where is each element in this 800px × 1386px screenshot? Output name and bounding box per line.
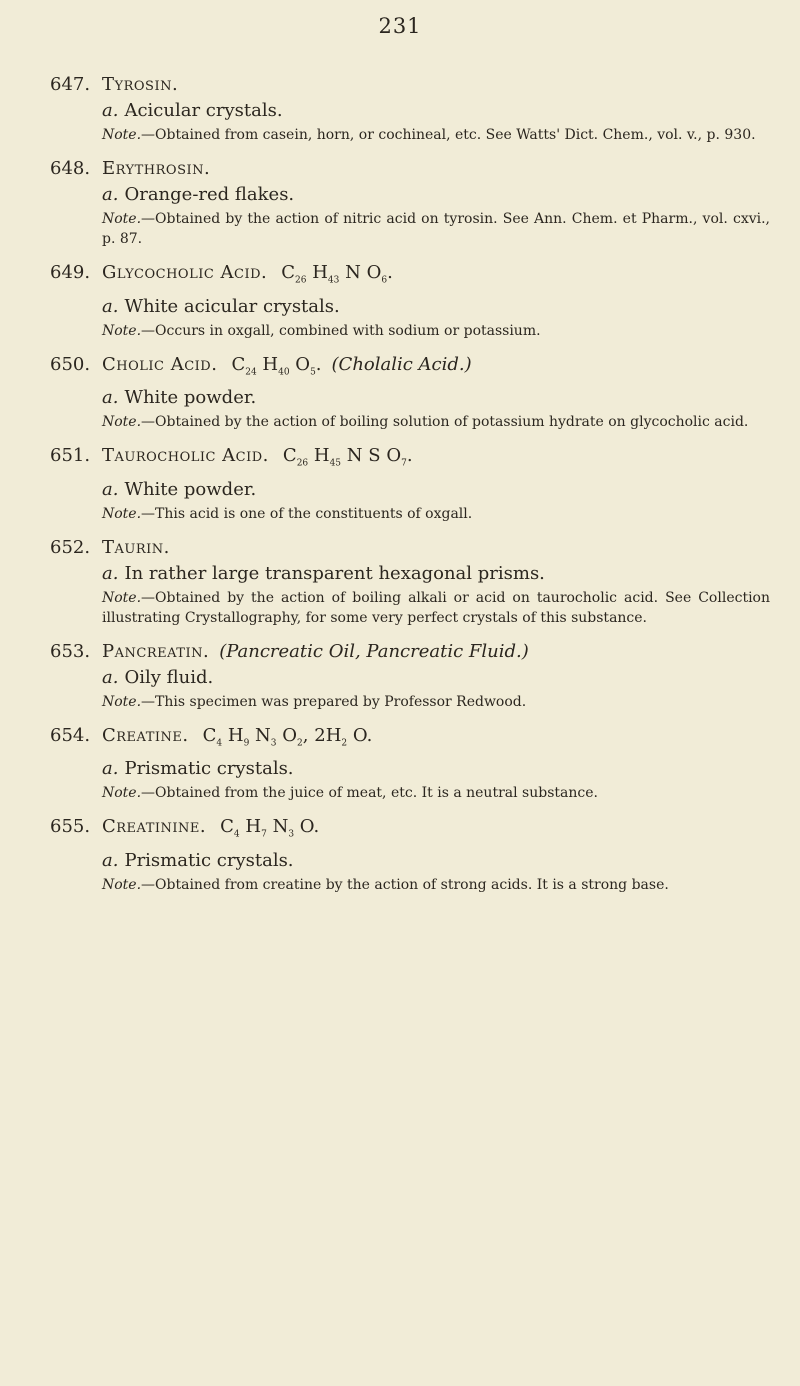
entry-note xyxy=(102,321,770,341)
entry-name: Taurin. xyxy=(102,536,170,558)
entry-description xyxy=(102,184,770,206)
item-label: a. xyxy=(102,666,119,688)
entry-number: 647. xyxy=(50,74,91,95)
chemical-formula: $C_{26}$ $H_{43}$ N $O_6$. xyxy=(281,262,393,286)
entry-name: Glycocholic Acid. xyxy=(102,262,268,283)
item-text: Oily fluid. xyxy=(124,666,214,688)
entry-number: 655. xyxy=(50,816,91,838)
entry-name: Pancreatin. xyxy=(102,640,210,662)
item-label: a. xyxy=(102,184,119,205)
alternate-name: (Cholalic Acid.) xyxy=(331,353,472,375)
entry-heading xyxy=(50,537,770,559)
item-text: Prismatic crystals. xyxy=(124,758,294,780)
entry-number: 654. xyxy=(50,724,91,746)
item-label: a. xyxy=(102,758,119,780)
catalogue-entry xyxy=(50,158,770,249)
entry-heading xyxy=(50,262,770,292)
entry-description xyxy=(102,667,770,689)
item-text: In rather large transparent hexagonal prisms. xyxy=(124,562,545,584)
entry-heading xyxy=(50,725,770,755)
note-text: —This specimen was prepared by Professor Redwood. xyxy=(141,693,527,710)
note-label: Note. xyxy=(102,414,142,431)
entry-description xyxy=(102,850,770,872)
note-text: —Obtained from casein, horn, or cochineal, etc. See Watts' Dict. Chem., vol. v., p. 930. xyxy=(141,127,756,143)
note-label: Note. xyxy=(102,876,142,893)
item-text: Orange-red flakes. xyxy=(124,184,295,205)
entry-heading xyxy=(50,158,770,180)
entry-number: 651. xyxy=(50,445,91,467)
note-label: Note. xyxy=(102,127,142,143)
note-text: —This acid is one of the constituents of oxgall. xyxy=(141,505,473,522)
catalogue-entry xyxy=(50,641,770,712)
entry-description xyxy=(102,479,770,501)
note-text: —Obtained from creatine by the action of strong acids. It is a strong base. xyxy=(141,876,669,893)
entry-heading xyxy=(50,816,770,846)
alternate-name: (Pancreatic Oil, Pancreatic Fluid.) xyxy=(219,640,529,662)
catalogue-entry xyxy=(50,354,770,433)
item-label: a. xyxy=(102,295,119,317)
note-text: —Obtained from the juice of meat, etc. It is a neutral substance. xyxy=(141,785,598,802)
chemical-formula: $C_4$ $H_9$ $N_3$ $O_2$, $2H_2$ O. xyxy=(202,724,373,749)
item-text: Acicular crystals. xyxy=(124,100,283,121)
entry-number: 649. xyxy=(50,262,91,283)
entry-heading xyxy=(50,641,770,663)
entry-number: 652. xyxy=(50,536,91,558)
item-label: a. xyxy=(102,562,119,584)
item-label: a. xyxy=(102,387,119,409)
catalogue-entry xyxy=(50,74,770,145)
chemical-formula: $C_{26}$ $H_{45}$ N S $O_7$. xyxy=(282,445,413,469)
entry-name: Erythrosin. xyxy=(102,158,211,179)
note-label: Note. xyxy=(102,322,142,339)
chemical-formula: $C_4$ $H_7$ $N_3$ O. xyxy=(220,816,320,840)
item-label: a. xyxy=(102,100,119,121)
item-text: White acicular crystals. xyxy=(124,295,340,317)
entry-description xyxy=(102,100,770,122)
entry-number: 653. xyxy=(50,640,91,662)
entry-note xyxy=(102,504,770,524)
note-label: Note. xyxy=(102,505,142,522)
catalogue-entry xyxy=(50,445,770,524)
entry-description xyxy=(102,296,770,318)
entry-note xyxy=(102,412,770,432)
note-text: —Obtained by the action of nitric acid on tyrosin. See Ann. Chem. et Pharm., vol. cxvi., p. 87. xyxy=(102,211,770,247)
catalogue-entry xyxy=(50,816,770,895)
item-label: a. xyxy=(102,849,119,871)
note-text: —Obtained by the action of boiling alkali or acid on taurocholic acid. See Collection illustrating Crystallography, for some very perfect crystals of this substance. xyxy=(102,589,770,626)
page-number: 231 xyxy=(378,14,422,38)
note-label: Note. xyxy=(102,589,142,606)
entry-name: Creatinine. xyxy=(102,816,207,838)
entry-heading xyxy=(50,74,770,96)
note-label: Note. xyxy=(102,211,142,227)
catalogue-entry xyxy=(50,537,770,628)
entry-name: Cholic Acid. xyxy=(102,353,218,375)
catalogue-entry xyxy=(50,262,770,341)
note-label: Note. xyxy=(102,785,142,802)
entry-number: 648. xyxy=(50,158,91,179)
note-text: —Obtained by the action of boiling solution of potassium hydrate on glycocholic acid. xyxy=(141,414,749,431)
entry-name: Creatine. xyxy=(102,724,189,746)
entry-name: Taurocholic Acid. xyxy=(102,445,269,467)
catalogue-entries xyxy=(50,74,770,908)
note-label: Note. xyxy=(102,693,142,710)
item-text: White powder. xyxy=(124,478,257,500)
item-label: a. xyxy=(102,478,119,500)
entry-note xyxy=(102,209,770,249)
entry-name: Tyrosin. xyxy=(102,74,179,95)
entry-heading xyxy=(50,354,770,384)
entry-note xyxy=(102,692,770,712)
entry-note xyxy=(102,125,770,145)
entry-note xyxy=(102,588,770,628)
entry-description xyxy=(102,387,770,409)
entry-heading xyxy=(50,445,770,475)
entry-description xyxy=(102,563,770,585)
note-text: —Occurs in oxgall, combined with sodium or potassium. xyxy=(141,322,541,339)
entry-note xyxy=(102,783,770,803)
entry-note xyxy=(102,875,770,895)
entry-number: 650. xyxy=(50,353,91,375)
item-text: White powder. xyxy=(124,387,257,409)
chemical-formula: $C_{24}$ $H_{40}$ $O_5$. xyxy=(231,353,322,378)
entry-description xyxy=(102,758,770,780)
item-text: Prismatic crystals. xyxy=(124,849,294,871)
catalogue-entry xyxy=(50,725,770,804)
